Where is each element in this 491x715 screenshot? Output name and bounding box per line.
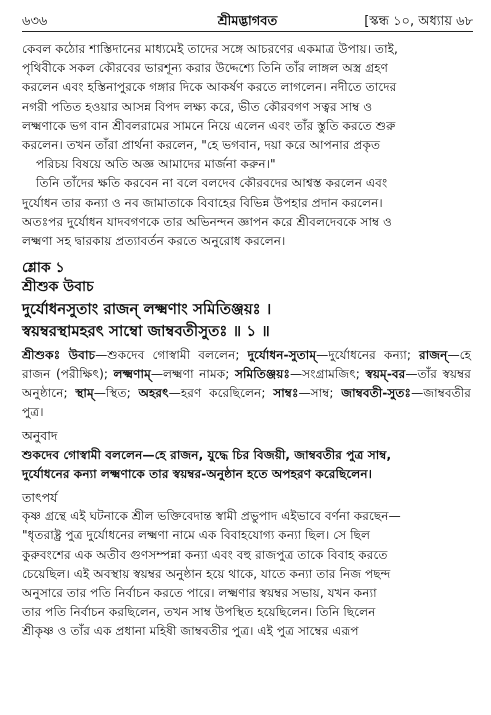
- purport: [22, 507, 471, 641]
- synonym-meaning: —দুর্যোধনের কন্যা;: [316, 347, 420, 362]
- text-line: কুরুবংশের এক অতীব গুণসম্পন্না কন্যা এবং বহু রাজপুত্র তাকে বিবাহ করতে: [22, 547, 388, 562]
- text-line: লক্ষ্মণা সহ দ্বারকায় প্রত্যাবর্তন করতে অনুরোধ করলেন।: [22, 234, 286, 249]
- text-line: চেয়েছিল। এই অবস্থায় স্বয়ম্বর অনুষ্ঠান হয়ে থাকে, যাতে কন্যা তার নিজ পছন্দ: [22, 566, 391, 581]
- page-body: [22, 40, 471, 642]
- synonym-term: স্বয়ম্-বর: [365, 366, 406, 381]
- text-line: তিনি তাঁদের ক্ষতি করবেন না বলে বলদেব কৌরবদের আশ্বস্ত করলেন এবং: [36, 176, 388, 191]
- page-number: ৬৩৬: [22, 14, 48, 29]
- synonym-meaning: —সংগ্রামজিৎ;: [289, 366, 366, 381]
- synonym-term: সাম্বঃ: [273, 386, 299, 401]
- synonym-term: সমিতিঞ্জয়ঃ: [234, 366, 290, 381]
- synonyms: [22, 346, 471, 423]
- synonym-term: জাম্ববতী-সুতঃ: [341, 386, 412, 401]
- synonym-term: রাজন্: [419, 347, 448, 362]
- synonym-term: স্থাম্: [75, 386, 94, 401]
- text-line: লক্ষ্মণাকে ভগ বান শ্রীবলরামের সামনে নিয়ে এলেন এবং তাঁর স্তুতি করতে শুরু: [22, 118, 396, 133]
- text-line: দুর্যোধনের কন্যা লক্ষ্মণাকে তার স্বয়ম্বর-অনুষ্ঠান হতে অপহরণ করেছিলেন।: [22, 466, 372, 481]
- text-line: শুকদেব গোস্বামী বললেন—হে রাজন, যুদ্ধে চির বিজয়ী, জাম্ববতীর পুত্র সাম্ব,: [22, 447, 392, 462]
- translation-heading: অনুবাদ: [22, 428, 58, 444]
- purport-heading: তাৎপর্য: [22, 490, 58, 506]
- intro-paragraph: [22, 40, 471, 174]
- verse-speaker: শ্রীশুক উবাচ: [22, 279, 94, 296]
- synonym-term: দুর্যোধন-সুতাম্: [247, 347, 317, 362]
- book-title: শ্রীমদ্ভাগবত: [217, 14, 278, 29]
- synonym-meaning: —জাম্ববতীর পুত্র।: [22, 386, 471, 420]
- translation: [22, 446, 471, 484]
- intro-paragraph-2: [22, 174, 471, 251]
- text-line: "ধৃতরাষ্ট্র পুত্র দুর্যোধনের লক্ষ্মণা নামে এক বিবাহযোগ্য কন্যা ছিল। সে ছিল: [22, 528, 371, 543]
- page-header: [22, 7, 473, 32]
- synonym-meaning: —লক্ষ্মণা নামক;: [150, 366, 235, 381]
- synonym-meaning: —সাম্ব;: [298, 386, 342, 401]
- text-line: পৃথিবীকে সকল কৌরবের ভারশূন্য করার উদ্দেশ্যে তিনি তাঁর লাঙ্গল অস্ত্র গ্রহণ: [22, 61, 389, 76]
- text-line: অনুসারে তার পতি নির্বাচন করতে পারে। লক্ষ্মণার স্বয়ম্বর সভায়, যখন কন্যা: [22, 586, 377, 601]
- synonym-term: শ্রীশুকঃ উবাচ: [22, 347, 96, 362]
- text-line: কেবল কঠোর শাস্তিদানের মাধ্যমেই তাদের সঙ্গে আচরণের একমাত্র উপায়। তাই,: [22, 42, 398, 56]
- text-line: দুর্যোধন তার কন্যা ও নব জামাতাকে বিবাহের বিভিন্ন উপহার প্রদান করলেন।: [22, 195, 383, 210]
- text-line: কৃষ্ণ গ্রন্থে এই ঘটনাকে শ্রীল ভক্তিবেদান্ত স্বামী প্রভুপাদ এইভাবে বর্ণনা করছেন—: [22, 509, 401, 524]
- synonym-meaning: —হে রাজন (পরীক্ষিৎ);: [22, 347, 471, 381]
- verse-number: শ্লোক ১: [22, 260, 65, 277]
- synonym-meaning: —স্থিত;: [93, 386, 139, 401]
- synonym-meaning: —হরণ করেছিলেন;: [168, 386, 274, 401]
- text-line: করলেন এবং হস্তিনাপুরকে গঙ্গার দিকে আকর্ষণ করতে লাগলেন। নদীতে তাদের: [22, 80, 397, 95]
- synonym-meaning: —তাঁর স্বয়ম্বর অনুষ্ঠানে;: [22, 366, 471, 401]
- text-line: অতঃপর দুর্যোধন যাদবগণকে তার অভিনন্দন জ্ঞাপন করে শ্রীবলদেবকে সাম্ব ও: [22, 214, 393, 229]
- synonym-term: অহরৎ: [138, 386, 169, 401]
- verse-line: দুর্যোধনসুতাং রাজন্ লক্ষ্মণাং সমিতিঞ্জয়ঃ ।: [22, 299, 272, 318]
- synonym-meaning: —শুকদেব গোস্বামী বললেন;: [95, 347, 248, 362]
- canto-chapter: [স্কন্ধ ১০, অধ্যায় ৬৮: [364, 14, 473, 29]
- verse-line: স্বয়ম্বরস্থামহরৎ সাম্বো জাম্ববতীসুতঃ ॥ ১ ॥: [22, 321, 270, 340]
- synonym-term: লক্ষ্মণাম্: [113, 366, 151, 381]
- text-line: করলেন। তখন তাঁরা প্রার্থনা করলেন, "হে ভগবান, দয়া করে আপনার প্রকৃত: [22, 138, 381, 153]
- text-line: নগরী পতিত হওয়ার আসন্ন বিপদ লক্ষ্য করে, ভীত কৌরবগণ সত্বর সাম্ব ও: [22, 99, 373, 114]
- text-line: তার পতি নির্বাচন করছিলেন, তখন সাম্ব উপস্থিত হয়েছিলেন। তিনি ছিলেন: [22, 605, 376, 620]
- text-line: পরিচয় বিষয়ে অতি অজ্ঞ আমাদের মার্জনা করুন।": [36, 157, 276, 172]
- text-line: শ্রীকৃষ্ণ ও তাঁর এক প্রধানা মহিষী জাম্ববতীর পুত্র। এই পুত্র সাম্বের এরূপ: [22, 624, 359, 639]
